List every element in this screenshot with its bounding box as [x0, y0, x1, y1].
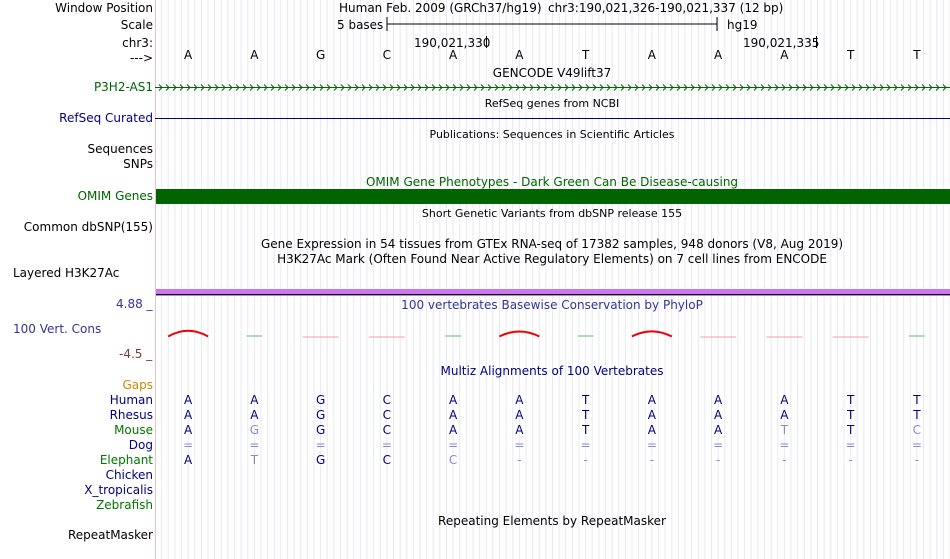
alignment-base: G	[315, 453, 326, 467]
alignment-base: T	[780, 423, 789, 437]
scale-bases-text: 5 bases	[337, 18, 384, 32]
multiz-track-title[interactable]: Multiz Alignments of 100 Vertebrates	[440, 364, 664, 378]
alignment-base: A	[780, 408, 789, 422]
alignment-base: A	[647, 408, 656, 422]
alignment-base: G	[315, 393, 326, 407]
scale-label: Scale	[120, 18, 153, 32]
chr-label: chr3:	[122, 36, 153, 50]
alignment-base: =	[448, 438, 459, 452]
alignment-base: A	[515, 408, 524, 422]
alignment-base: A	[184, 423, 193, 437]
alignment-base: G	[315, 408, 326, 422]
alignment-base: T	[913, 393, 921, 407]
gaps-label[interactable]: Gaps	[122, 378, 153, 392]
gencode-track-title[interactable]: GENCODE V49lift37	[492, 66, 612, 80]
alignment-base: T	[846, 423, 855, 437]
alignment-base: A	[714, 393, 723, 407]
base-grid	[155, 0, 950, 559]
alignment-base: A	[184, 393, 193, 407]
reference-base: A	[647, 48, 656, 62]
reference-base: T	[581, 48, 590, 62]
alignment-base: C	[382, 423, 392, 437]
alignment-base: =	[183, 438, 194, 452]
species-label[interactable]: Elephant	[99, 453, 153, 467]
alignment-base: =	[315, 438, 326, 452]
alignment-base: A	[780, 393, 789, 407]
position-text: chr3:190,021,326-190,021,337 (12 bp)	[548, 1, 784, 15]
ruler-coord-2: 190,021,335	[743, 36, 820, 50]
species-label[interactable]: Rhesus	[109, 408, 153, 422]
reference-base: A	[515, 48, 524, 62]
alignment-base: C	[912, 423, 922, 437]
alignment-base: -	[782, 453, 787, 467]
alignment-base: -	[583, 453, 588, 467]
alignment-base: =	[779, 438, 790, 452]
alignment-base: C	[382, 453, 392, 467]
species-label[interactable]: Zebrafish	[96, 498, 153, 512]
species-label[interactable]: Chicken	[105, 468, 153, 482]
alignment-base: -	[848, 453, 853, 467]
alignment-base: A	[515, 423, 524, 437]
alignment-base: T	[581, 408, 590, 422]
alignment-base: C	[448, 453, 458, 467]
reference-base: T	[913, 48, 921, 62]
omim-genes-label[interactable]: OMIM Genes	[77, 189, 153, 203]
reference-base: C	[382, 48, 392, 62]
alignment-base: -	[914, 453, 920, 467]
alignment-base: A	[184, 453, 193, 467]
species-label[interactable]: X_tropicalis	[84, 483, 153, 497]
alignment-base: G	[315, 423, 326, 437]
alignment-base: =	[911, 438, 922, 452]
sequences-label[interactable]: Sequences	[87, 142, 153, 156]
reference-base: A	[714, 48, 723, 62]
alignment-base: -	[517, 453, 522, 467]
reference-base: A	[250, 48, 259, 62]
strand-arrow-label: --->	[129, 51, 153, 65]
alignment-base: =	[580, 438, 591, 452]
alignment-base: -	[649, 453, 655, 467]
alignment-base: A	[250, 393, 259, 407]
alignment-base: =	[845, 438, 856, 452]
alignment-base: A	[250, 408, 259, 422]
alignment-base: T	[581, 423, 590, 437]
alignment-base: T	[913, 408, 921, 422]
reference-base: A	[780, 48, 789, 62]
assembly-text: Human Feb. 2009 (GRCh37/hg19)	[339, 1, 542, 15]
alignment-base: T	[846, 408, 855, 422]
db-text: hg19	[727, 18, 758, 32]
reference-base: A	[184, 48, 193, 62]
snps-label[interactable]: SNPs	[123, 157, 153, 171]
alignment-base: A	[647, 393, 656, 407]
repeatmasker-track-title[interactable]: Repeating Elements by RepeatMasker	[438, 514, 666, 528]
common-dbsnp-label[interactable]: Common dbSNP(155)	[23, 220, 153, 234]
alignment-base: =	[713, 438, 724, 452]
dbsnp-track-title[interactable]: Short Genetic Variants from dbSNP release 155	[421, 207, 683, 220]
layered-h3k27ac-label[interactable]: Layered H3K27Ac	[13, 266, 120, 280]
species-label[interactable]: Dog	[128, 438, 153, 452]
reference-base: T	[846, 48, 855, 62]
label-column-divider	[155, 0, 156, 559]
alignment-base: =	[514, 438, 525, 452]
alignment-base: A	[449, 393, 458, 407]
alignment-base: T	[250, 453, 259, 467]
refseq-curated-label[interactable]: RefSeq Curated	[59, 111, 153, 125]
repeatmasker-label[interactable]: RepeatMasker	[67, 528, 153, 542]
species-label[interactable]: Human	[109, 393, 153, 407]
alignment-base: A	[449, 423, 458, 437]
alignment-base: T	[846, 393, 855, 407]
phylop-track-label[interactable]: 100 Vert. Cons	[13, 322, 102, 336]
alignment-base: A	[714, 408, 723, 422]
alignment-base: C	[382, 408, 392, 422]
publications-track-title[interactable]: Publications: Sequences in Scientific Articles	[429, 128, 675, 141]
alignment-base: A	[714, 423, 723, 437]
alignment-base: -	[715, 453, 721, 467]
reference-base: G	[315, 48, 326, 62]
gene-label-p3h2-as1[interactable]: P3H2-AS1	[93, 80, 153, 94]
h3k27ac-track-title[interactable]: H3K27Ac Mark (Often Found Near Active Regulatory Elements) on 7 cell lines from ENCODE	[277, 252, 827, 266]
alignment-base: T	[581, 393, 590, 407]
ruler-coord-1: 190,021,330	[414, 36, 491, 50]
alignment-base: A	[449, 408, 458, 422]
species-label[interactable]: Mouse	[114, 423, 153, 437]
phylop-min-value: -4.5 _	[119, 347, 153, 361]
gtex-track-title[interactable]: Gene Expression in 54 tissues from GTEx RNA-seq of 17382 samples, 948 donors (V8, Aug 2019)	[260, 237, 844, 251]
phylop-max-value: 4.88 _	[116, 297, 153, 311]
alignment-base: A	[515, 393, 524, 407]
omim-track-title[interactable]: OMIM Gene Phenotypes - Dark Green Can Be Disease-causing	[365, 175, 739, 189]
alignment-base: A	[647, 423, 656, 437]
reference-base: A	[449, 48, 458, 62]
alignment-base: =	[381, 438, 392, 452]
alignment-base: =	[646, 438, 657, 452]
phylop-track-title[interactable]: 100 vertebrates Basewise Conservation by PhyloP	[401, 298, 703, 312]
alignment-base: C	[382, 393, 392, 407]
window-position-label: Window Position	[55, 1, 153, 15]
refseq-track-title[interactable]: RefSeq genes from NCBI	[484, 97, 620, 110]
alignment-base: A	[184, 408, 193, 422]
alignment-base: =	[249, 438, 260, 452]
alignment-base: G	[249, 423, 260, 437]
